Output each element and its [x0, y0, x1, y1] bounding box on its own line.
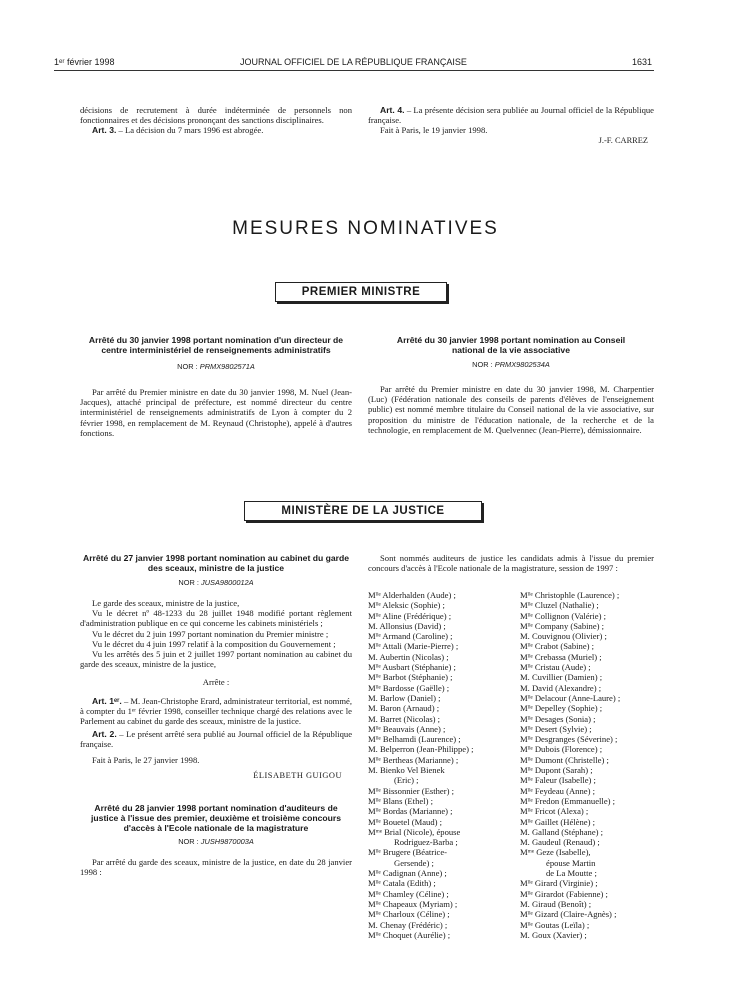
list-item: Gersende) ; — [394, 857, 434, 868]
list-item: Mˡˡᵉ Fredon (Emmanuelle) ; — [520, 795, 616, 806]
article-title: Arrêté du 30 janvier 1998 portant nomination au Conseil national de la vie associative — [396, 335, 626, 355]
signature: ÉLISABETH GUIGOU — [253, 770, 342, 780]
article-text: – Le présent arrêté sera publié au Journal officiel de la République française. — [80, 729, 353, 750]
paragraph-text: Le garde des sceaux, ministre de la justice, — [92, 598, 240, 608]
article-title: Arrêté du 30 janvier 1998 portant nomination d'un directeur de centre interministériel de renseignements administratifs — [88, 335, 344, 355]
list-item: M. Baron (Arnaud) ; — [368, 703, 440, 714]
list-item: Mˡˡᵉ Dupont (Sarah) ; — [520, 765, 593, 776]
justice-right-column — [368, 553, 654, 573]
paragraph-text: Vu le décret du 4 juin 1997 relatif à la composition du Gouvernement ; — [92, 638, 336, 649]
article-title-2: Arrêté du 28 janvier 1998 portant nomination d'auditeurs de justice à l'issue des premier, deuxième et troisième concours d'accès à l'Ecole nationale de la magistrature — [91, 802, 341, 833]
list-item: Mˡˡᵉ Cadignan (Anne) ; — [368, 868, 447, 879]
list-item: Mˡˡᵉ Girardot (Fabienne) ; — [520, 888, 608, 899]
list-item: épouse Martin — [546, 857, 596, 868]
list-item: Mˡˡᵉ Faleur (Isabelle) ; — [520, 775, 596, 786]
top-left-column — [80, 105, 352, 136]
article-label: Art. 4. — [380, 105, 405, 115]
header-page-number: 1631 — [632, 57, 653, 67]
list-item: Mˡˡᵉ Delacour (Anne-Laure) ; — [520, 692, 621, 703]
header-rule — [54, 70, 654, 71]
paragraph — [80, 608, 352, 628]
list-item: Mˡˡᵉ Collignon (Valérie) ; — [520, 610, 606, 621]
article-body-text: Par arrêté du Premier ministre en date du 30 janvier 1998, M. Nuel (Jean-Jacques), attaché principal de préfecture, est nommé directeur du centre interministériel de renseignements administratifs de Lyon à compter du 2 février 1998, en remplacement de M. Reynaud (Christophe), appelé à d'autres fonctions. — [80, 387, 352, 438]
top-left-paragraph: décisions de recrutement à durée indéterminée de personnels non fonctionnaires et des décisions prononçant des sanctions disciplinaires. — [80, 105, 352, 126]
list-item: Mˡˡᵉ Bissonnier (Esther) ; — [368, 785, 454, 796]
list-item: M. Belperron (Jean-Philippe) ; — [368, 744, 474, 755]
list-item: Mˡˡᵉ Barbot (Stéphanie) ; — [368, 672, 453, 683]
list-item: Mˡˡᵉ Desert (Sylvie) ; — [520, 723, 592, 734]
done-text: Fait à Paris, le 27 janvier 1998. — [92, 754, 200, 765]
list-item: Rodriguez-Barba ; — [394, 837, 458, 848]
list-item: Mˡˡᵉ Feydeau (Anne) ; — [520, 785, 595, 796]
nor-code: JUSH9870003A — [200, 836, 254, 846]
section-premier-ministre-box: PREMIER MINISTRE — [275, 282, 447, 302]
paragraph-text: Vu les arrêtés des 5 juin et 2 juillet 1997 portant nomination au cabinet du garde des sceaux, ministre de la justice, — [80, 649, 352, 670]
paragraph — [80, 649, 352, 669]
nor-code: PRMX9802534A — [494, 360, 550, 369]
list-item: Mˡˡᵉ Goutas (Leïla) ; — [520, 919, 590, 930]
list-item: M. Gaudeul (Renaud) ; — [520, 837, 600, 848]
done-line: Fait à Paris, le 19 janvier 1998. — [380, 125, 488, 136]
list-item: Mˡˡᵉ Girard (Virginie) ; — [520, 878, 598, 889]
paragraph — [80, 629, 352, 639]
article-2-body — [80, 857, 352, 877]
list-item: M. Bienko Vel Bienek — [368, 765, 445, 776]
paragraph-text: Vu le décret du 2 juin 1997 portant nomination du Premier ministre ; — [92, 628, 329, 639]
top-right-signature: J.-F. CARREZ — [598, 135, 648, 145]
done-line — [80, 755, 352, 765]
list-item: Mˡˡᵉ Crabot (Sabine) ; — [520, 641, 595, 652]
list-item: M. Cuvillier (Damien) ; — [520, 672, 603, 683]
list-item: Mˡˡᵉ Blans (Ethel) ; — [368, 795, 433, 806]
list-item: Mˡˡᵉ Catala (Edith) ; — [368, 878, 436, 889]
list-item: Mˡˡᵉ Chapeaux (Myriam) ; — [368, 898, 458, 909]
list-item: Mˡˡᵉ Bertheas (Marianne) ; — [368, 754, 459, 765]
article-1 — [80, 696, 352, 727]
list-item: Mˡˡᵉ Bardosse (Gaëlle) ; — [368, 682, 450, 693]
list-item: Mˡˡᵉ Belhamdi (Laurence) ; — [368, 734, 461, 745]
list-item: M. Aubertin (Nicolas) ; — [368, 651, 449, 662]
section-justice-box: MINISTÈRE DE LA JUSTICE — [244, 501, 482, 521]
nor-label: NOR : — [178, 578, 201, 587]
nor-code: PRMX9802571A — [199, 362, 255, 371]
list-item: (Eric) ; — [394, 775, 419, 786]
list-item: Mˡˡᵉ Desgranges (Séverine) ; — [520, 734, 618, 745]
nor-label: NOR : — [472, 360, 495, 369]
list-item: Mˡˡᵉ Gaillet (Hélène) ; — [520, 816, 595, 827]
article-body — [80, 387, 352, 438]
paragraph-text: Vu le décret nº 48-1233 du 28 juillet 1948 modifié portant règlement d'administration publique en ce qui concerne les cabinets ministériels ; — [80, 608, 352, 629]
list-item: Mˡˡᵉ Cluzel (Nathalie) ; — [520, 600, 599, 611]
list-item: Mˡˡᵉ Fricot (Alexa) ; — [520, 806, 589, 817]
list-item: Mᵐᵉ Geze (Isabelle), — [520, 847, 591, 858]
top-right-done — [368, 125, 654, 135]
list-item: Mˡˡᵉ Charloux (Céline) ; — [368, 909, 450, 920]
list-item: Mˡˡᵉ Bordas (Marianne) ; — [368, 806, 453, 817]
nor-label: NOR : — [178, 836, 201, 846]
premier-ministre-right-article — [368, 335, 654, 435]
list-item: Mˡˡᵉ Beauvais (Anne) ; — [368, 723, 446, 734]
list-item: Mˡˡᵉ Crebassa (Muriel) ; — [520, 651, 602, 662]
list-item: Mˡˡᵉ Choquet (Aurélie) ; — [368, 929, 451, 940]
list-item: Mˡˡᵉ Ausbart (Stéphanie) ; — [368, 662, 456, 673]
article-body — [80, 598, 352, 780]
arrete-line: Arrête : — [202, 677, 230, 688]
list-item: Mˡˡᵉ Dumont (Christelle) ; — [520, 754, 609, 765]
list-item: Mˡˡᵉ Company (Sabine) ; — [520, 620, 605, 631]
article-label: Art. 3. — [92, 125, 117, 136]
nor-line — [80, 578, 352, 587]
premier-ministre-left-article — [80, 335, 352, 438]
top-left-article — [80, 125, 352, 135]
article-label: Art. 2. — [92, 729, 117, 740]
header-date: 1ᵉʳ février 1998 — [54, 57, 115, 67]
article-2 — [80, 729, 352, 749]
article-text: – M. Jean-Christophe Erard, administrateur territorial, est nommé, à compter du 1ᵉʳ février 1998, conseiller technique chargé des relations avec le Parlement au cabinet du garde des sceaux, ministre de la justice. — [80, 695, 352, 727]
header-journal-title: JOURNAL OFFICIEL DE LA RÉPUBLIQUE FRANÇAISE — [240, 57, 467, 67]
list-item: M. Couvignou (Olivier) ; — [520, 631, 607, 642]
list-item: Mᵐᵉ Brial (Nicole), épouse — [368, 826, 461, 837]
nor-line — [80, 362, 352, 371]
list-item: Mˡˡᵉ Brugere (Béatrice- — [368, 847, 448, 858]
list-item: de La Moutte ; — [546, 868, 597, 879]
list-item: Mˡˡᵉ Aline (Frédérique) ; — [368, 610, 452, 621]
list-item: M. Barret (Nicolas) ; — [368, 713, 441, 724]
list-item: Mˡˡᵉ Alderhalden (Aude) ; — [368, 590, 456, 600]
paragraph — [80, 639, 352, 649]
list-item: Mˡˡᵉ Gizard (Claire-Agnès) ; — [520, 909, 617, 920]
list-item: M. Allonsius (David) ; — [368, 620, 446, 631]
top-right-article — [368, 105, 654, 125]
nor-code: JUSA9800012A — [201, 578, 254, 587]
article-body — [368, 384, 654, 435]
article-body-text: Par arrêté du garde des sceaux, ministre de la justice, en date du 28 janvier 1998 : — [80, 856, 352, 878]
article-label: Art. 1ᵉʳ. — [92, 695, 122, 706]
list-item: Mˡˡᵉ Attali (Marie-Pierre) ; — [368, 641, 459, 652]
list-item: M. Galland (Stéphane) ; — [520, 826, 604, 837]
nor-line-2 — [80, 837, 352, 846]
list-item: M. Goux (Xavier) ; — [520, 929, 587, 940]
list-item: Mˡˡᵉ Bouetel (Maud) ; — [368, 816, 443, 827]
article-body-text: Par arrêté du Premier ministre en date du 30 janvier 1998, M. Charpentier (Luc) (Fédération nationale des conseils de parents d'élèves de l'enseignement public) est nommé membre titulaire du Conseil national de la vie associative, sur proposition du ministre de l'éducation nationale, de la recherche et de la technologie, en remplacement de M. Quelvennec (Jean-Pierre), démissionnaire. — [368, 384, 654, 435]
article-text: – La décision du 7 mars 1996 est abrogée. — [116, 125, 264, 136]
list-item: Mˡˡᵉ Cristau (Aude) ; — [520, 662, 591, 673]
main-title: MESURES NOMINATIVES — [232, 218, 499, 239]
paragraph — [80, 598, 352, 608]
auditors-list-col2 — [520, 590, 660, 940]
list-item: Mˡˡᵉ Aleksic (Sophie) ; — [368, 600, 445, 611]
list-item: Mˡˡᵉ Chamley (Céline) ; — [368, 888, 449, 899]
list-item: M. Giraud (Benoît) ; — [520, 898, 592, 909]
nor-label: NOR : — [177, 362, 200, 371]
nor-line — [368, 360, 654, 369]
list-item: Mˡˡᵉ Depelley (Sophie) ; — [520, 703, 603, 714]
justice-left-column — [80, 553, 352, 877]
article-text: – La présente décision sera publiée au Journal officiel de la République française. — [368, 105, 654, 126]
list-item: Mˡˡᵉ Christophle (Laurence) ; — [520, 590, 620, 600]
list-item: Mˡˡᵉ Desages (Sonia) ; — [520, 713, 596, 724]
article-title: Arrêté du 27 janvier 1998 portant nomination au cabinet du garde des sceaux, ministre de la justice — [83, 553, 349, 573]
list-item: Mˡˡᵉ Dubois (Florence) ; — [520, 744, 603, 755]
list-item: Mˡˡᵉ Armand (Caroline) ; — [368, 631, 453, 642]
auditors-intro — [368, 553, 654, 573]
list-item: M. Barlow (Daniel) ; — [368, 692, 441, 703]
top-right-column — [368, 105, 654, 145]
list-item: M. Chenay (Frédéric) ; — [368, 919, 448, 930]
auditors-list-col1 — [368, 590, 514, 940]
list-item: M. David (Alexandre) ; — [520, 682, 602, 693]
intro-text: Sont nommés auditeurs de justice les candidats admis à l'issue du premier concours d'accès à l'Ecole nationale de la magistrature, session de 1997 : — [368, 553, 654, 574]
